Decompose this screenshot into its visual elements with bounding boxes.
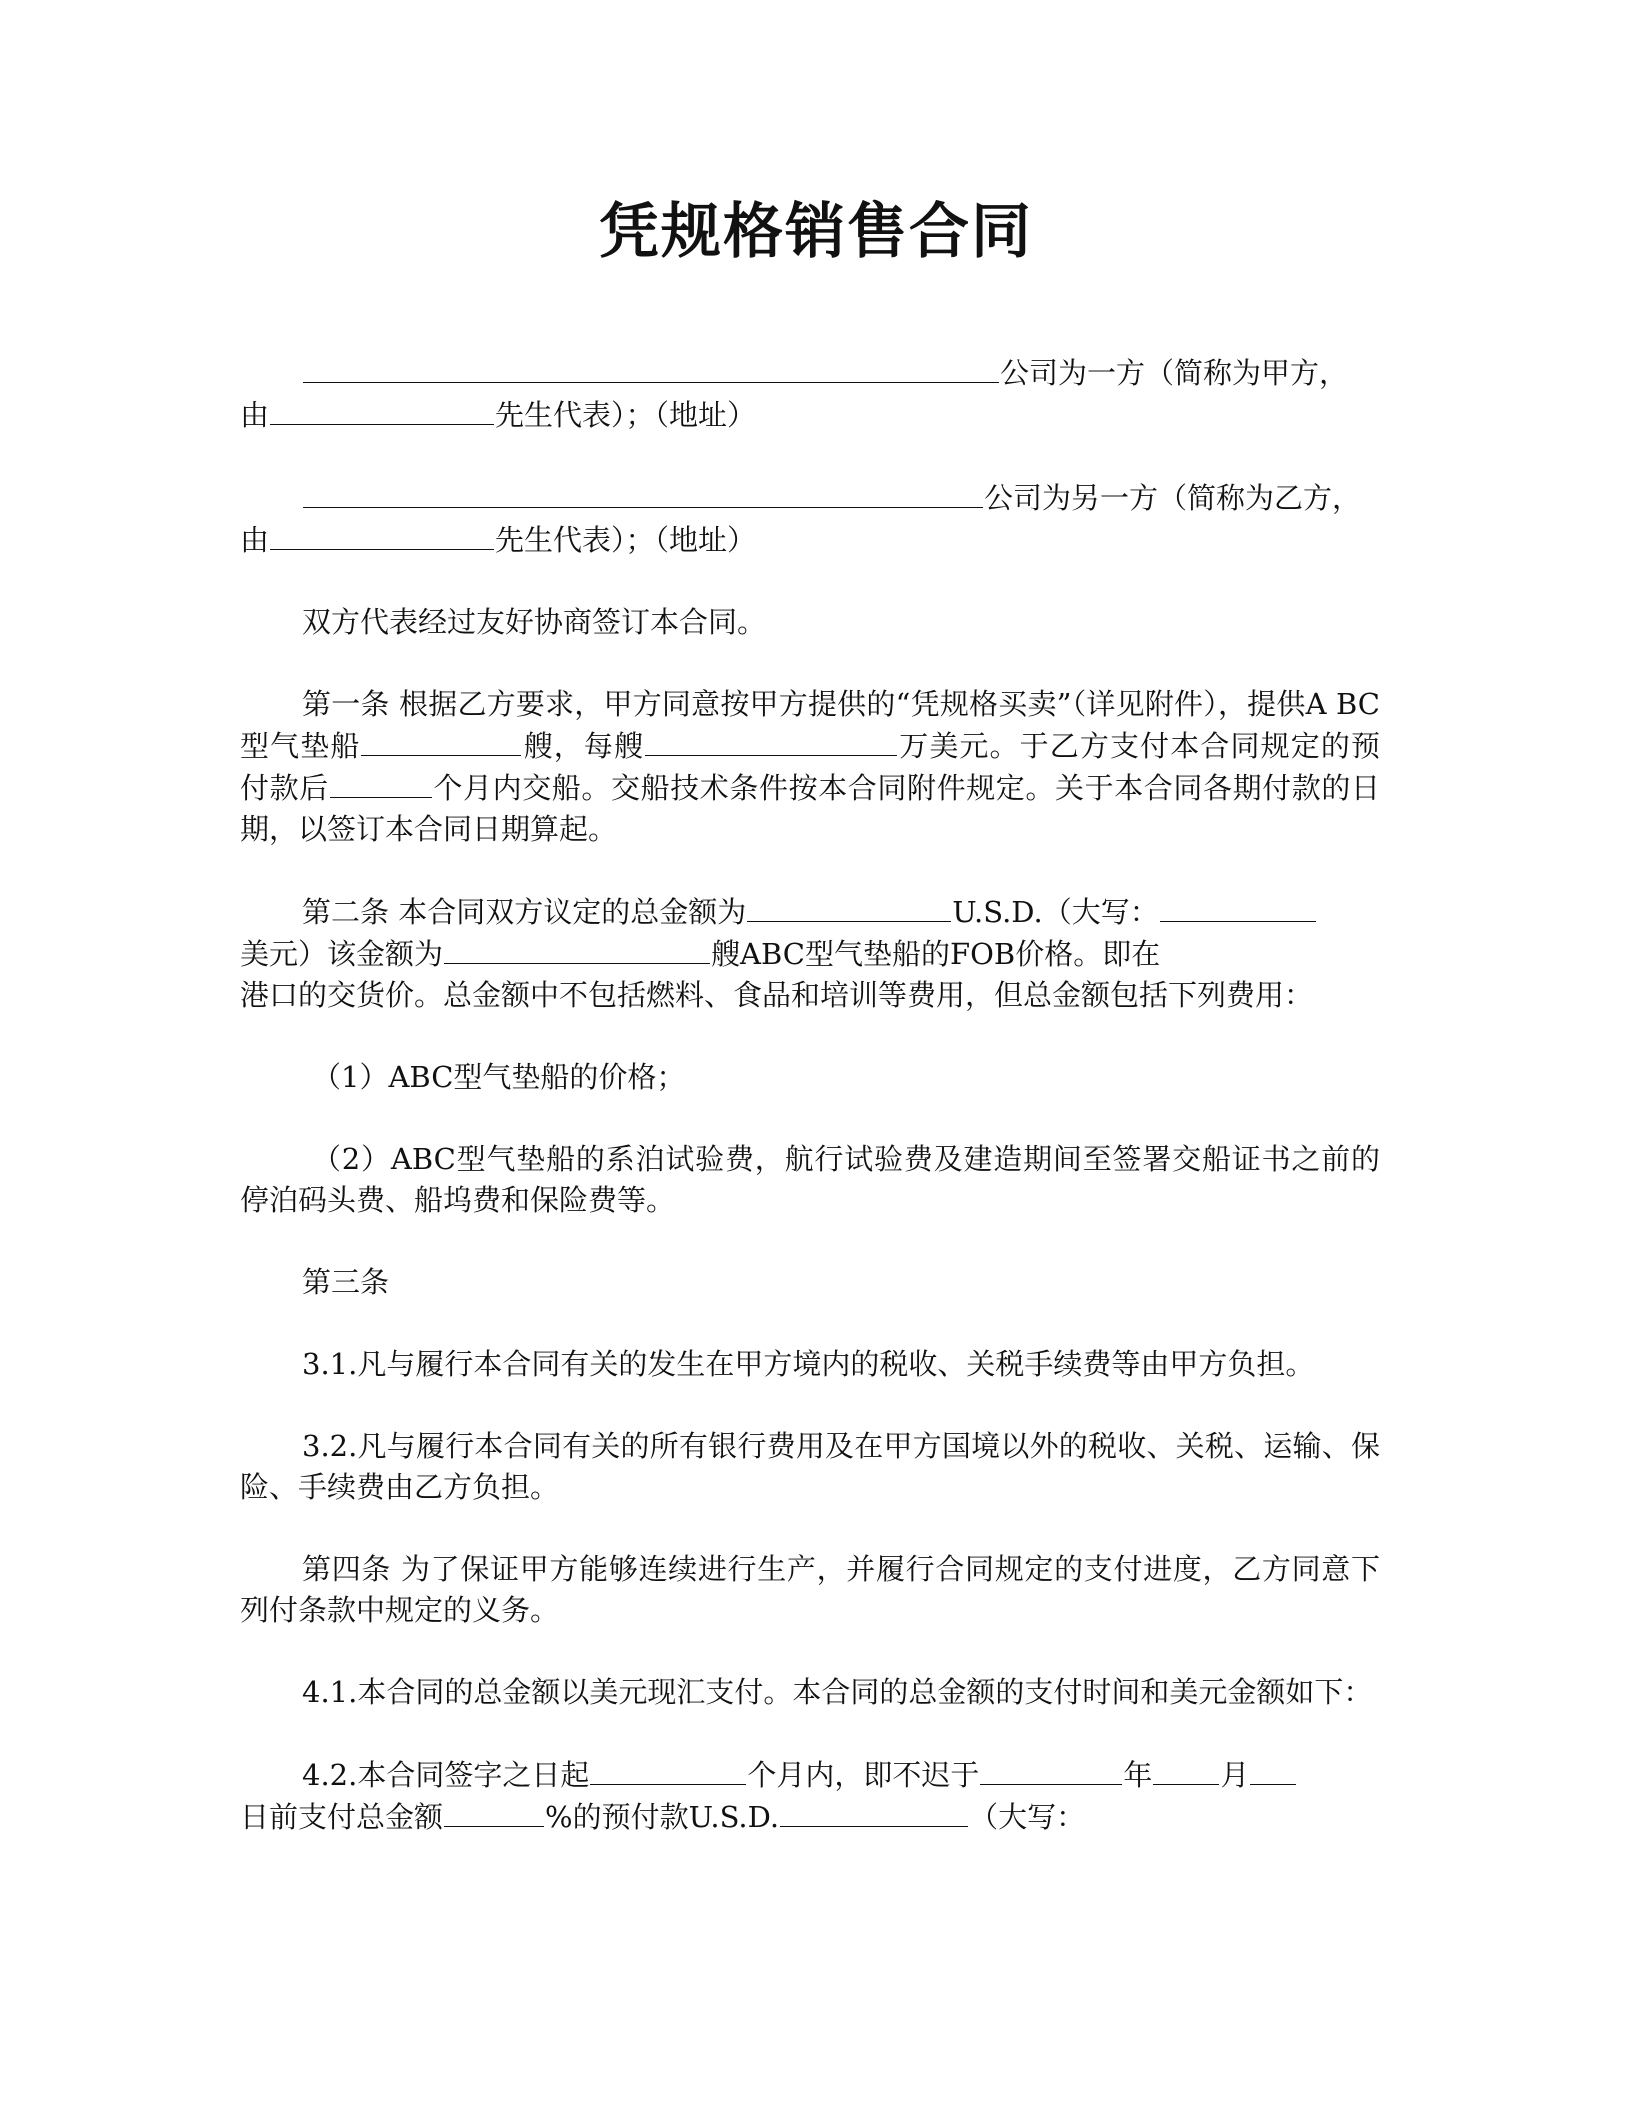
prepayment-amount-blank — [780, 1796, 968, 1827]
article-4-2-text-6: %的预付款U.S.D. — [545, 1800, 780, 1834]
total-amount-words-blank — [1160, 891, 1316, 922]
article-4-2-text-7: （大写： — [969, 1800, 1086, 1834]
article-1-text-2: 艘，每艘 — [522, 729, 645, 763]
article-1-text-3: 万美元。于乙方支付本合同规定的预付款后 — [240, 729, 1380, 805]
article-2-item-1: （1）ABC型气垫船的价格； — [312, 1060, 686, 1094]
article-2-text-4: 艘ABC型气垫船的FOB价格。即在 — [711, 937, 1161, 971]
intro-paragraph: 双方代表经过友好协商签订本合同。 — [302, 605, 767, 639]
article-4-2-text-1: 4.2.本合同签字之日起 — [302, 1758, 590, 1792]
article-4-2-text-4: 月 — [1220, 1758, 1250, 1792]
article-3-2: 3.2.凡与履行本合同有关的所有银行费用及在甲方国境以外的税收、关税、运输、保险、手续费由乙方负担。 — [240, 1429, 1380, 1504]
party-a-rep-blank — [270, 394, 494, 425]
party-b-line1-text: 公司为另一方（简称为乙方， — [984, 481, 1362, 515]
contract-body — [240, 352, 1380, 1879]
article-4-1: 4.1.本合同的总金额以美元现汇支付。本合同的总金额的支付时间和美元金额如下： — [302, 1675, 1373, 1709]
month-blank — [1153, 1754, 1219, 1785]
article-2-text-1: 第二条 本合同双方议定的总金额为 — [302, 895, 747, 929]
article-2-text-5: 港口的交货价。总金额中不包括燃料、食品和培训等费用，但总金额包括下列费用： — [240, 978, 1314, 1012]
ship-quantity-blank — [361, 725, 521, 756]
total-amount-blank — [747, 891, 951, 922]
party-a-paragraph — [240, 352, 1380, 436]
party-a-line2-prefix: 由 — [240, 398, 270, 432]
article-4-2-text-5: 日前支付总金额 — [240, 1800, 444, 1834]
article-3-heading: 第三条 — [302, 1265, 390, 1299]
article-1-text-1: 第一条 根据乙方要求，甲方同意按甲方提供的“凭规格买卖”（详见附件），提供A BC型气垫船 — [240, 687, 1380, 763]
party-a-name-blank — [303, 352, 999, 383]
party-b-paragraph — [240, 477, 1380, 561]
delivery-months-blank — [330, 767, 432, 798]
article-2-text-3: 美元）该金额为 — [240, 937, 444, 971]
article-1 — [240, 684, 1380, 850]
party-b-line2-text: 先生代表）；（地址） — [495, 523, 757, 557]
percent-blank — [444, 1796, 544, 1827]
article-2 — [240, 891, 1380, 1016]
party-a-line2-text: 先生代表）；（地址） — [495, 398, 757, 432]
year-blank — [980, 1754, 1122, 1785]
article-4-2-text-3: 年 — [1123, 1758, 1153, 1792]
unit-price-blank — [645, 725, 897, 756]
page-title: 凭规格销售合同 — [599, 197, 1033, 267]
article-2-item-2: （2）ABC型气垫船的系泊试验费，航行试验费及建造期间至签署交船证书之前的停泊码头费、船坞费和保险费等。 — [240, 1142, 1380, 1217]
day-blank — [1250, 1754, 1296, 1785]
article-3-1: 3.1.凡与履行本合同有关的发生在甲方境内的税收、关税手续费等由甲方负担。 — [302, 1347, 1315, 1381]
party-b-name-blank — [303, 477, 983, 508]
months-after-signing-blank — [590, 1754, 746, 1785]
article-1-text-4: 个月内交船。交船技术条件按本合同附件规定。关于本合同各期付款的日期，以签订本合同日期算起。 — [240, 771, 1380, 846]
party-b-rep-blank — [270, 519, 494, 550]
article-2-text-2: U.S.D.（大写： — [952, 895, 1159, 929]
party-a-line1-text: 公司为一方（简称为甲方， — [1000, 356, 1349, 390]
article-4-2 — [240, 1754, 1380, 1838]
party-b-line2-prefix: 由 — [240, 523, 270, 557]
ship-count-blank — [444, 933, 710, 964]
article-4-2-text-2: 个月内，即不迟于 — [747, 1758, 980, 1792]
article-4: 第四条 为了保证甲方能够连续进行生产，并履行合同规定的支付进度，乙方同意下列付条款中规定的义务。 — [240, 1552, 1380, 1627]
